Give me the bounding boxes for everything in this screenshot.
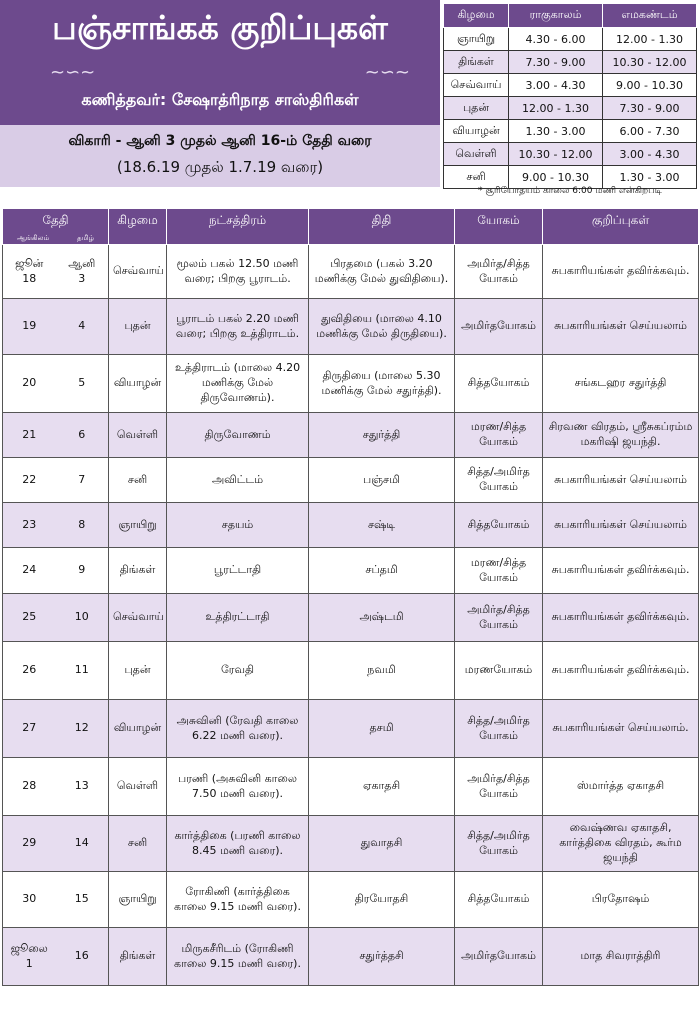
cell-tithi: சதுர்த்தசி — [309, 928, 455, 986]
rahu-cell-day: புதன் — [444, 97, 509, 120]
cell-eng: ஜூன் 18 — [3, 245, 56, 299]
cell-eng: 23 — [3, 503, 56, 548]
cell-star: அசுவினி (ரேவதி காலை 6.22 மணி வரை). — [167, 700, 309, 758]
rahu-cell-ema: 10.30 - 12.00 — [603, 51, 697, 74]
title-banner — [0, 0, 440, 125]
cell-tithi: நவமி — [309, 642, 455, 700]
cell-star: பூரட்டாதி — [167, 548, 309, 594]
cell-tithi: சஷ்டி — [309, 503, 455, 548]
cell-star: மிருகசீரிடம் (ரோகிணி காலை 9.15 மணி வரை). — [167, 928, 309, 986]
cell-star: மூலம் பகல் 12.50 மணி வரை; பிறகு பூராடம். — [167, 245, 309, 299]
cell-day: வியாழன் — [109, 355, 167, 413]
panchangam-table — [2, 208, 699, 986]
cell-yogam: அமிர்த/சித்த யோகம் — [455, 594, 543, 642]
header-notes: குறிப்புகள் — [543, 209, 699, 245]
cell-star: திருவோணம் — [167, 413, 309, 458]
header-date-english: ஆங்கிலம் — [16, 234, 50, 242]
table-row — [3, 503, 699, 548]
cell-tam: 6 — [56, 413, 109, 458]
cell-notes: சுபகாரியங்கள் செய்யலாம். — [543, 700, 699, 758]
rahu-cell-day: வியாழன் — [444, 120, 509, 143]
cell-day: ஞாயிறு — [109, 503, 167, 548]
cell-star: கார்த்திகை (பரணி காலை 8.45 மணி வரை). — [167, 816, 309, 872]
date-range: (18.6.19 முதல் 1.7.19 வரை) — [116, 158, 324, 176]
rahu-cell-day: செவ்வாய் — [444, 74, 509, 97]
rahu-cell-rahu: 1.30 - 3.00 — [509, 120, 603, 143]
cell-yogam: அமிர்த/சித்த யோகம் — [455, 758, 543, 816]
cell-eng: ஜூலை 1 — [3, 928, 56, 986]
cell-day: திங்கள் — [109, 548, 167, 594]
cell-yogam: சித்தயோகம் — [455, 872, 543, 928]
cell-day: ஞாயிறு — [109, 872, 167, 928]
cell-day: சனி — [109, 816, 167, 872]
cell-tam: 14 — [56, 816, 109, 872]
cell-yogam: அமிர்த/சித்த யோகம் — [455, 245, 543, 299]
rahu-header-ema: எமகண்டம் — [603, 4, 697, 28]
cell-eng: 20 — [3, 355, 56, 413]
cell-eng: 24 — [3, 548, 56, 594]
cell-day: புதன் — [109, 299, 167, 355]
cell-tam: ஆனி 3 — [56, 245, 109, 299]
rahu-cell-rahu: 3.00 - 4.30 — [509, 74, 603, 97]
rahu-cell-ema: 1.30 - 3.00 — [603, 166, 697, 189]
main-table-header-row — [3, 209, 699, 245]
cell-day: திங்கள் — [109, 928, 167, 986]
header-tithi: திதி — [309, 209, 455, 245]
cell-eng: 25 — [3, 594, 56, 642]
cell-tithi: துவாதசி — [309, 816, 455, 872]
main-table-body — [3, 245, 699, 986]
rahu-cell-day: சனி — [444, 166, 509, 189]
cell-eng: 29 — [3, 816, 56, 872]
cell-star: உத்திராடம் (மாலை 4.20 மணிக்கு மேல் திருவோணம்). — [167, 355, 309, 413]
rahu-table-row — [444, 51, 697, 74]
cell-day: புதன் — [109, 642, 167, 700]
rahu-table-row — [444, 28, 697, 51]
cell-tithi: தசமி — [309, 700, 455, 758]
flourish-right-ornament: ~∽~ — [364, 62, 410, 83]
header-day: கிழமை — [109, 209, 167, 245]
cell-notes: வைஷ்ணவ ஏகாதசி, கார்த்திகை விரதம், கூர்ம ஜயந்தி — [543, 816, 699, 872]
cell-notes: சுபகாரியங்கள் தவிர்க்கவும். — [543, 245, 699, 299]
cell-notes: சுபகாரியங்கள் செய்யலாம் — [543, 503, 699, 548]
cell-star: பரணி (அசுவினி காலை 7.50 மணி வரை). — [167, 758, 309, 816]
cell-star: ரோகிணி (கார்த்திகை காலை 9.15 மணி வரை). — [167, 872, 309, 928]
header-date-tamil: தமிழ் — [76, 234, 95, 242]
rahu-table-row — [444, 143, 697, 166]
cell-notes: சுபகாரியங்கள் தவிர்க்கவும். — [543, 548, 699, 594]
table-row — [3, 548, 699, 594]
cell-eng: 28 — [3, 758, 56, 816]
cell-tithi: சப்தமி — [309, 548, 455, 594]
table-row — [3, 816, 699, 872]
table-row — [3, 928, 699, 986]
rahu-cell-ema: 12.00 - 1.30 — [603, 28, 697, 51]
rahu-table-row — [444, 120, 697, 143]
cell-tam: 5 — [56, 355, 109, 413]
cell-day: வெள்ளி — [109, 758, 167, 816]
cell-tam: 9 — [56, 548, 109, 594]
table-row — [3, 872, 699, 928]
cell-star: உத்திரட்டாதி — [167, 594, 309, 642]
table-row — [3, 299, 699, 355]
rahu-table-body — [444, 28, 697, 189]
rahu-header-rahu: ராகுகாலம் — [509, 4, 603, 28]
header — [0, 0, 440, 203]
cell-yogam: மரண/சித்த யோகம் — [455, 548, 543, 594]
rahu-cell-ema: 3.00 - 4.30 — [603, 143, 697, 166]
page-title: பஞ்சாங்கக் குறிப்புகள் — [52, 8, 388, 47]
rahu-kalam-table — [443, 3, 697, 189]
cell-tithi: திருதியை (மாலை 5.30 மணிக்கு மேல் சதுர்த்தி). — [309, 355, 455, 413]
cell-tithi: துவிதியை (மாலை 4.10 மணிக்கு மேல் திருதியை). — [309, 299, 455, 355]
cell-tam: 7 — [56, 458, 109, 503]
author-line: கணித்தவர்: சேஷாத்ரிநாத சாஸ்திரிகள் — [81, 90, 359, 109]
cell-notes: சுபகாரியங்கள் தவிர்க்கவும். — [543, 594, 699, 642]
cell-yogam: அமிர்தயோகம் — [455, 928, 543, 986]
header-star: நட்சத்திரம் — [167, 209, 309, 245]
rahu-cell-ema: 9.00 - 10.30 — [603, 74, 697, 97]
cell-tam: 4 — [56, 299, 109, 355]
cell-notes: ஸ்மார்த்த ஏகாதசி — [543, 758, 699, 816]
rahu-cell-day: ஞாயிறு — [444, 28, 509, 51]
cell-tam: 10 — [56, 594, 109, 642]
cell-tithi: பிரதமை (பகல் 3.20 மணிக்கு மேல் துவிதியை). — [309, 245, 455, 299]
cell-notes: சுபகாரியங்கள் செய்யலாம் — [543, 458, 699, 503]
cell-day: செவ்வாய் — [109, 245, 167, 299]
cell-tithi: ஏகாதசி — [309, 758, 455, 816]
cell-yogam: சித்த/அமிர்த யோகம் — [455, 458, 543, 503]
cell-eng: 26 — [3, 642, 56, 700]
cell-tam: 13 — [56, 758, 109, 816]
cell-tam: 8 — [56, 503, 109, 548]
table-row — [3, 458, 699, 503]
rahu-cell-day: வெள்ளி — [444, 143, 509, 166]
rahu-cell-rahu: 4.30 - 6.00 — [509, 28, 603, 51]
rahu-table-row — [444, 97, 697, 120]
header-date-label: தேதி — [42, 213, 69, 227]
cell-notes: சுபகாரியங்கள் செய்யலாம் — [543, 299, 699, 355]
rahu-cell-rahu: 9.00 - 10.30 — [509, 166, 603, 189]
table-row — [3, 355, 699, 413]
table-row — [3, 642, 699, 700]
header-date — [3, 209, 109, 245]
cell-tam: 11 — [56, 642, 109, 700]
cell-eng: 30 — [3, 872, 56, 928]
cell-star: பூராடம் பகல் 2.20 மணி வரை; பிறகு உத்திராடம். — [167, 299, 309, 355]
cell-eng: 19 — [3, 299, 56, 355]
cell-tithi: அஷ்டமி — [309, 594, 455, 642]
rahu-cell-rahu: 12.00 - 1.30 — [509, 97, 603, 120]
period-line: விகாரி - ஆனி 3 முதல் ஆனி 16-ம் தேதி வரை — [68, 133, 372, 149]
cell-eng: 21 — [3, 413, 56, 458]
table-row — [3, 245, 699, 299]
cell-tithi: சதுர்த்தி — [309, 413, 455, 458]
cell-yogam: சித்தயோகம் — [455, 355, 543, 413]
cell-notes: சுபகாரியங்கள் தவிர்க்கவும். — [543, 642, 699, 700]
cell-day: வெள்ளி — [109, 413, 167, 458]
rahu-cell-rahu: 10.30 - 12.00 — [509, 143, 603, 166]
table-row — [3, 413, 699, 458]
cell-notes: பிரதோஷம் — [543, 872, 699, 928]
cell-day: சனி — [109, 458, 167, 503]
cell-yogam: அமிர்தயோகம் — [455, 299, 543, 355]
table-row — [3, 594, 699, 642]
rahu-cell-rahu: 7.30 - 9.00 — [509, 51, 603, 74]
rahu-cell-ema: 7.30 - 9.00 — [603, 97, 697, 120]
cell-day: செவ்வாய் — [109, 594, 167, 642]
cell-star: ரேவதி — [167, 642, 309, 700]
cell-yogam: மரண/சித்த யோகம் — [455, 413, 543, 458]
table-row — [3, 700, 699, 758]
rahu-cell-ema: 6.00 - 7.30 — [603, 120, 697, 143]
sunrise-note: * சூரியோதயம் காலை 6:00 மணி என்கிறபடி — [478, 186, 662, 196]
table-row — [3, 758, 699, 816]
cell-yogam: மரணயோகம் — [455, 642, 543, 700]
cell-eng: 27 — [3, 700, 56, 758]
flourish-left-ornament: ~∽~ — [50, 62, 96, 83]
cell-star: அவிட்டம் — [167, 458, 309, 503]
cell-notes: சங்கடஹர சதுர்த்தி — [543, 355, 699, 413]
rahu-table-header-row — [444, 4, 697, 28]
cell-eng: 22 — [3, 458, 56, 503]
cell-tam: 16 — [56, 928, 109, 986]
cell-tithi: பஞ்சமி — [309, 458, 455, 503]
rahu-cell-day: திங்கள் — [444, 51, 509, 74]
cell-notes: மாத சிவராத்திரி — [543, 928, 699, 986]
cell-tam: 12 — [56, 700, 109, 758]
cell-tam: 15 — [56, 872, 109, 928]
rahu-header-day: கிழமை — [444, 4, 509, 28]
cell-day: வியாழன் — [109, 700, 167, 758]
cell-yogam: சித்தயோகம் — [455, 503, 543, 548]
cell-notes: சிரவண விரதம், ஸ்ரீசுகப்ரம்ம மகரிஷி ஜயந்தி. — [543, 413, 699, 458]
cell-yogam: சித்த/அமிர்த யோகம் — [455, 816, 543, 872]
cell-yogam: சித்த/அமிர்த யோகம் — [455, 700, 543, 758]
cell-star: சதயம் — [167, 503, 309, 548]
cell-tithi: திரயோதசி — [309, 872, 455, 928]
rahu-table-row — [444, 74, 697, 97]
header-yogam: யோகம் — [455, 209, 543, 245]
